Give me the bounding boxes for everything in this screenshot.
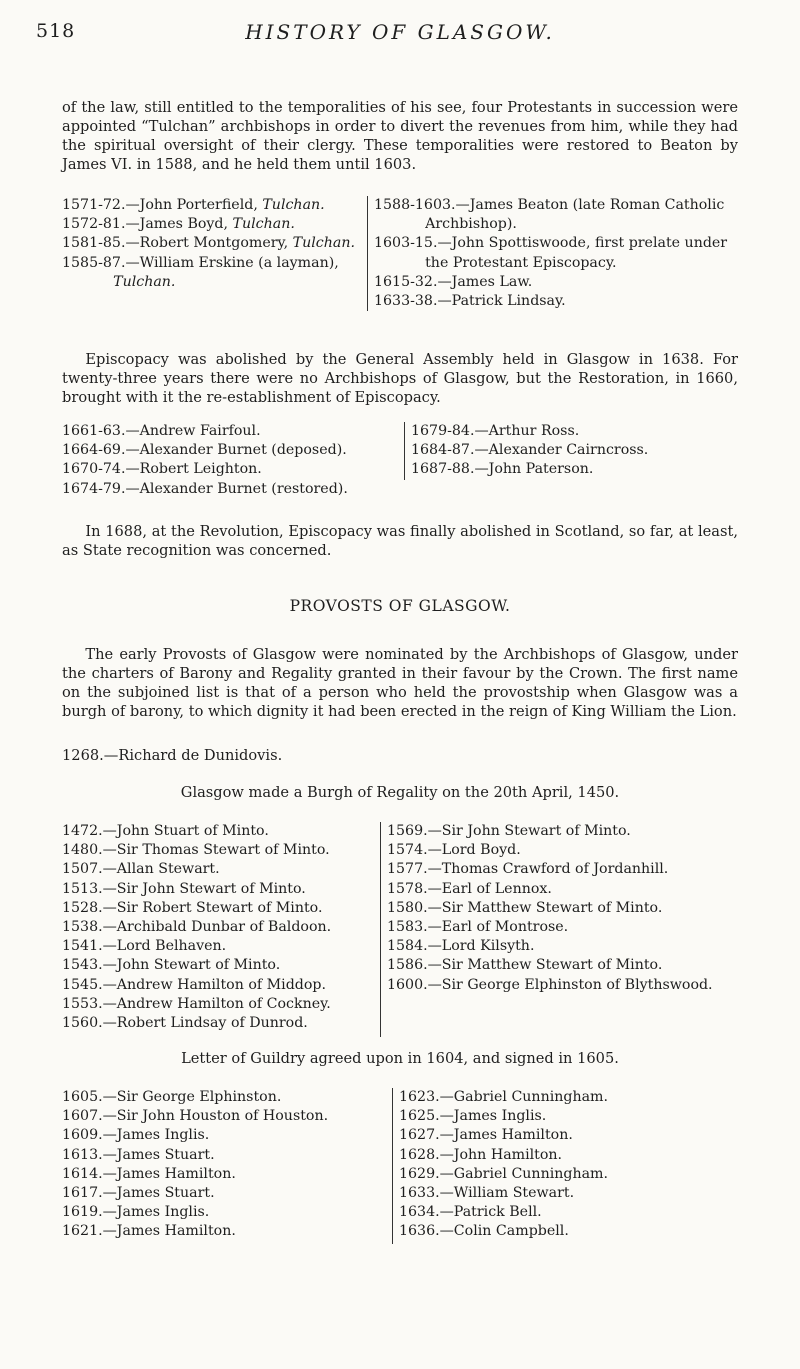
list-item: 1507.—Allan Stewart. <box>62 861 220 878</box>
page-number: 518 <box>36 20 76 42</box>
list-item: 1607.—Sir John Houston of Houston. <box>62 1108 329 1125</box>
list-item: 1633-38.—Patrick Lindsay. <box>374 293 566 310</box>
list-item: 1621.—James Hamilton. <box>62 1223 236 1240</box>
list-item: 1661-63.—Andrew Fairfoul. <box>62 423 261 439</box>
list-item: 1543.—John Stewart of Minto. <box>62 957 281 974</box>
list-item: 1679-84.—Arthur Ross. <box>411 423 580 439</box>
list-item: 1480.—Sir Thomas Stewart of Minto. <box>62 842 330 859</box>
list-item: 1687-88.—John Paterson. <box>411 461 594 478</box>
list-item: 1571-72.—John Porterfield, Tulchan. <box>62 197 325 213</box>
list-item: 1684-87.—Alexander Cairncross. <box>411 442 649 459</box>
restoration-list <box>62 422 738 504</box>
list-item: 1617.—James Stuart. <box>62 1185 215 1202</box>
list-item: 1674-79.—Alexander Burnet (restored). <box>62 480 348 497</box>
list-item: 1528.—Sir Robert Stewart of Minto. <box>62 899 323 916</box>
tulchan-list-left <box>62 196 362 292</box>
list-item: 1569.—Sir John Stewart of Minto. <box>387 823 631 839</box>
page-header <box>36 20 764 50</box>
list-item: 1634.—Patrick Bell. <box>399 1204 542 1221</box>
list-item: 1513.—Sir John Stewart of Minto. <box>62 880 306 897</box>
list-item: 1603-15.—John Spottiswoode, first prelate under the Protestant Episcopacy. <box>374 235 728 271</box>
regality-note: Glasgow made a Burgh of Regality on the 20th April, 1450. <box>180 784 620 801</box>
list-item: 1615-32.—James Law. <box>374 273 533 290</box>
list-item: 1609.—James Inglis. <box>62 1127 210 1144</box>
restoration-list-right <box>404 422 731 480</box>
list-item: 1541.—Lord Belhaven. <box>62 938 227 955</box>
provosts-paragraph: The early Provosts of Glasgow were nominated by the Archbishops of Glasgow, under the charters of Barony and Regality granted in their favour by the Crown. The first name on the subjoined list is that of a person who held the provostship when Glasgow was a burgh of barony, to which dignity it had been erected in the reign of King William the Lion. <box>62 646 738 720</box>
list-item: 1600.—Sir George Elphinston of Blythswood. <box>387 976 713 993</box>
list-item: 1619.—James Inglis. <box>62 1204 210 1221</box>
list-item: 1613.—James Stuart. <box>62 1146 215 1163</box>
list-item: 1628.—John Hamilton. <box>399 1146 563 1163</box>
list-item: 1472.—John Stuart of Minto. <box>62 823 269 839</box>
regality-list-right <box>380 822 739 1037</box>
list-item: 1586.—Sir Matthew Stewart of Minto. <box>387 957 663 974</box>
guildry-list <box>62 1088 738 1248</box>
list-item: 1583.—Earl of Montrose. <box>387 919 569 936</box>
list-item: 1572-81.—James Boyd, Tulchan. <box>62 216 295 233</box>
list-item: 1538.—Archibald Dunbar of Baldoon. <box>62 919 332 936</box>
list-item: 1636.—Colin Campbell. <box>399 1223 569 1240</box>
intro-paragraph: of the law, still entitled to the temporalities of his see, four Protestants in succession were appointed “Tulchan” archbishops in order to divert the revenues from him, while they had the spiritual oversight of their clergy. These temporalities were restored to Beaton by James VI. in 1588, and he held them until 1603. <box>62 99 738 173</box>
tulchan-list-right <box>367 196 739 311</box>
list-item: 1670-74.—Robert Leighton. <box>62 461 262 478</box>
list-item: 1629.—Gabriel Cunningham. <box>399 1165 609 1182</box>
list-item: 1625.—James Inglis. <box>399 1108 547 1125</box>
list-item: 1584.—Lord Kilsyth. <box>387 938 535 955</box>
guildry-list-right <box>392 1088 729 1244</box>
guildry-note: Letter of Guildry agreed upon in 1604, and signed in 1605. <box>181 1050 619 1067</box>
list-item: 1623.—Gabriel Cunningham. <box>399 1089 609 1105</box>
list-item: 1553.—Andrew Hamilton of Cockney. <box>62 995 331 1012</box>
list-item: 1614.—James Hamilton. <box>62 1165 236 1182</box>
tulchan-list <box>62 196 738 316</box>
list-item: 1581-85.—Robert Montgomery, Tulchan. <box>62 235 355 252</box>
list-item: 1588-1603.—James Beaton (late Roman Catholic Archbishop). <box>374 197 725 233</box>
list-item: 1605.—Sir George Elphinston. <box>62 1089 282 1105</box>
regality-list <box>62 822 738 1038</box>
revolution-paragraph: In 1688, at the Revolution, Episcopacy was finally abolished in Scotland, so far, at least, as State recognition was concerned. <box>62 523 738 559</box>
first-provost: 1268.—Richard de Dunidovis. <box>62 747 283 764</box>
guildry-list-left <box>62 1088 380 1242</box>
restoration-list-left <box>62 422 400 499</box>
list-item: 1633.—William Stewart. <box>399 1185 575 1202</box>
list-item: 1585-87.—William Erskine (a layman), Tulchan. <box>62 254 339 290</box>
list-item: 1545.—Andrew Hamilton of Middop. <box>62 976 327 993</box>
list-item: 1664-69.—Alexander Burnet (deposed). <box>62 442 347 459</box>
list-item: 1580.—Sir Matthew Stewart of Minto. <box>387 899 663 916</box>
section-heading: PROVOSTS OF GLASGOW. <box>289 597 511 615</box>
regality-list-left <box>62 822 374 1033</box>
list-item: 1627.—James Hamilton. <box>399 1127 573 1144</box>
list-item: 1560.—Robert Lindsay of Dunrod. <box>62 1015 308 1032</box>
list-item: 1577.—Thomas Crawford of Jordanhill. <box>387 861 669 878</box>
list-item: 1574.—Lord Boyd. <box>387 842 521 859</box>
list-item: 1578.—Earl of Lennox. <box>387 880 552 897</box>
running-title: HISTORY OF GLASGOW. <box>245 20 555 44</box>
episcopacy-paragraph: Episcopacy was abolished by the General Assembly held in Glasgow in 1638. For twenty-three years there were no Archbishops of Glasgow, but the Restoration, in 1660, brought with it the re-establishment of Episcopacy. <box>62 351 738 406</box>
